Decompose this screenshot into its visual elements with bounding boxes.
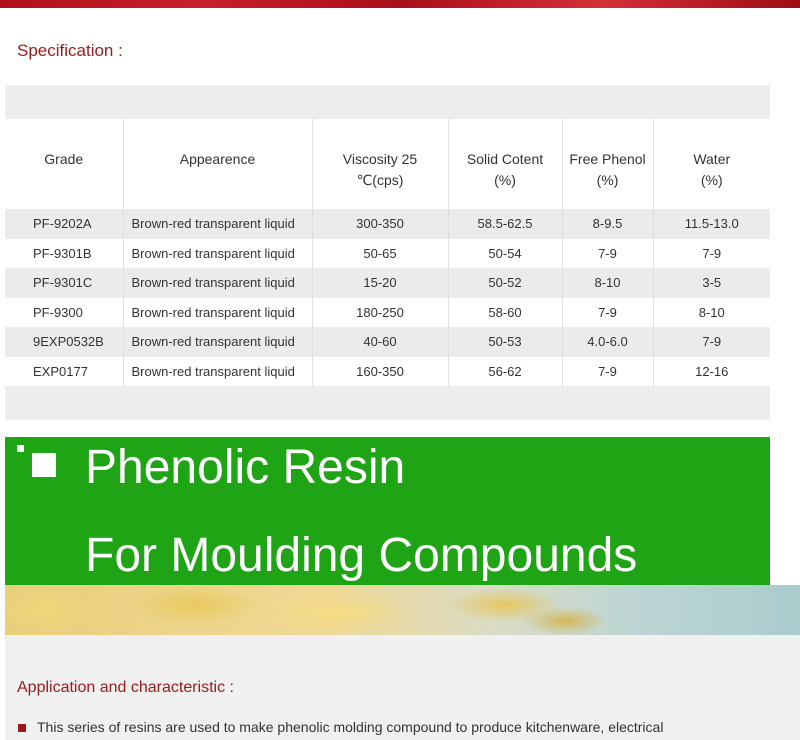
application-heading: Application and characteristic :	[17, 679, 234, 696]
table-row	[5, 357, 770, 387]
banner-subtitle: For Moulding Compounds	[85, 529, 638, 582]
cell-solid-content: 50-54	[448, 239, 562, 269]
cell-free-phenol: 4.0-6.0	[562, 327, 653, 357]
cell-free-phenol: 7-9	[562, 357, 653, 387]
cell-viscosity: 300-350	[312, 209, 448, 239]
header-free-phenol: Free Phenol (%)	[562, 119, 653, 209]
cell-water: 12-16	[653, 357, 770, 387]
cell-appearance: Brown-red transparent liquid	[123, 298, 312, 328]
cell-appearance: Brown-red transparent liquid	[123, 327, 312, 357]
table-row	[5, 298, 770, 328]
cell-grade: EXP0177	[5, 357, 123, 387]
resin-photo	[5, 585, 800, 635]
bullet-square-icon	[18, 724, 26, 732]
cell-water: 11.5-13.0	[653, 209, 770, 239]
banner-title: Phenolic Resin	[85, 441, 406, 494]
table-row	[5, 209, 770, 239]
cell-solid-content: 50-53	[448, 327, 562, 357]
cell-grade: PF-9301B	[5, 239, 123, 269]
header-water: Water (%)	[653, 119, 770, 209]
cell-water: 3-5	[653, 268, 770, 298]
cell-appearance: Brown-red transparent liquid	[123, 357, 312, 387]
header-grade: Grade	[5, 119, 123, 209]
cell-viscosity: 15-20	[312, 268, 448, 298]
cell-viscosity: 160-350	[312, 357, 448, 387]
table-row	[5, 239, 770, 269]
specification-heading: Specification :	[17, 41, 123, 60]
cell-grade: PF-9202A	[5, 209, 123, 239]
cell-solid-content: 50-52	[448, 268, 562, 298]
cell-grade: PF-9301C	[5, 268, 123, 298]
product-banner	[5, 437, 770, 589]
banner-right-margin	[770, 437, 800, 589]
application-text: This series of resins are used to make phenolic molding compound to produce kitchenware, electrical	[37, 719, 664, 735]
cell-appearance: Brown-red transparent liquid	[123, 239, 312, 269]
header-viscosity: Viscosity 25 ℃(cps)	[312, 119, 448, 209]
cell-water: 7-9	[653, 239, 770, 269]
banner-decor-large-square	[32, 453, 56, 477]
cell-appearance: Brown-red transparent liquid	[123, 268, 312, 298]
cell-solid-content: 58.5-62.5	[448, 209, 562, 239]
header-photo-strip	[0, 0, 800, 8]
cell-solid-content: 58-60	[448, 298, 562, 328]
banner-decor-small-square	[17, 445, 24, 452]
cell-grade: 9EXP0532B	[5, 327, 123, 357]
header-appearance: Appearence	[123, 119, 312, 209]
cell-free-phenol: 7-9	[562, 298, 653, 328]
cell-water: 7-9	[653, 327, 770, 357]
cell-free-phenol: 8-10	[562, 268, 653, 298]
cell-viscosity: 40-60	[312, 327, 448, 357]
cell-viscosity: 50-65	[312, 239, 448, 269]
cell-free-phenol: 8-9.5	[562, 209, 653, 239]
table-row	[5, 268, 770, 298]
cell-solid-content: 56-62	[448, 357, 562, 387]
table-row	[5, 327, 770, 357]
cell-viscosity: 180-250	[312, 298, 448, 328]
cell-water: 8-10	[653, 298, 770, 328]
table-header-row	[5, 119, 770, 209]
specification-table	[5, 119, 770, 386]
cell-free-phenol: 7-9	[562, 239, 653, 269]
cell-appearance: Brown-red transparent liquid	[123, 209, 312, 239]
cell-grade: PF-9300	[5, 298, 123, 328]
header-solid-content: Solid Cotent (%)	[448, 119, 562, 209]
